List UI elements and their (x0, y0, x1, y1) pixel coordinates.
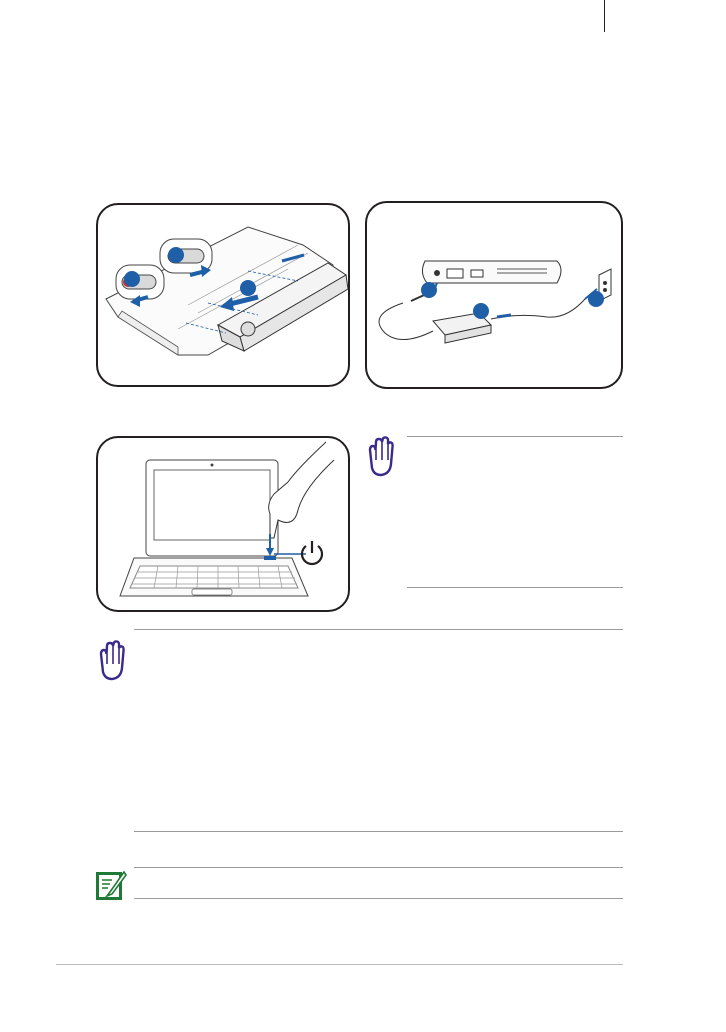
battery-install-illustration (96, 203, 350, 387)
step-marker (240, 280, 256, 296)
caution-divider-bottom (407, 587, 623, 588)
raised-hand-icon (363, 434, 399, 480)
step-marker (588, 291, 604, 307)
raised-hand-icon (94, 638, 130, 684)
step-marker (473, 303, 489, 319)
step-marker (168, 247, 184, 263)
note-divider-bottom (134, 898, 623, 899)
step-marker (421, 282, 437, 298)
caution-divider-top (134, 629, 623, 630)
power-on-illustration (96, 436, 350, 612)
step-marker (124, 271, 140, 287)
note-divider-top (134, 867, 623, 868)
caution-divider-top (407, 436, 623, 437)
crop-mark (604, 0, 605, 32)
ac-adapter-illustration (365, 201, 623, 389)
footer-rule (56, 964, 623, 965)
note-pencil-icon (94, 868, 128, 904)
power-icon (298, 538, 326, 568)
caution-divider-bottom (134, 831, 623, 832)
